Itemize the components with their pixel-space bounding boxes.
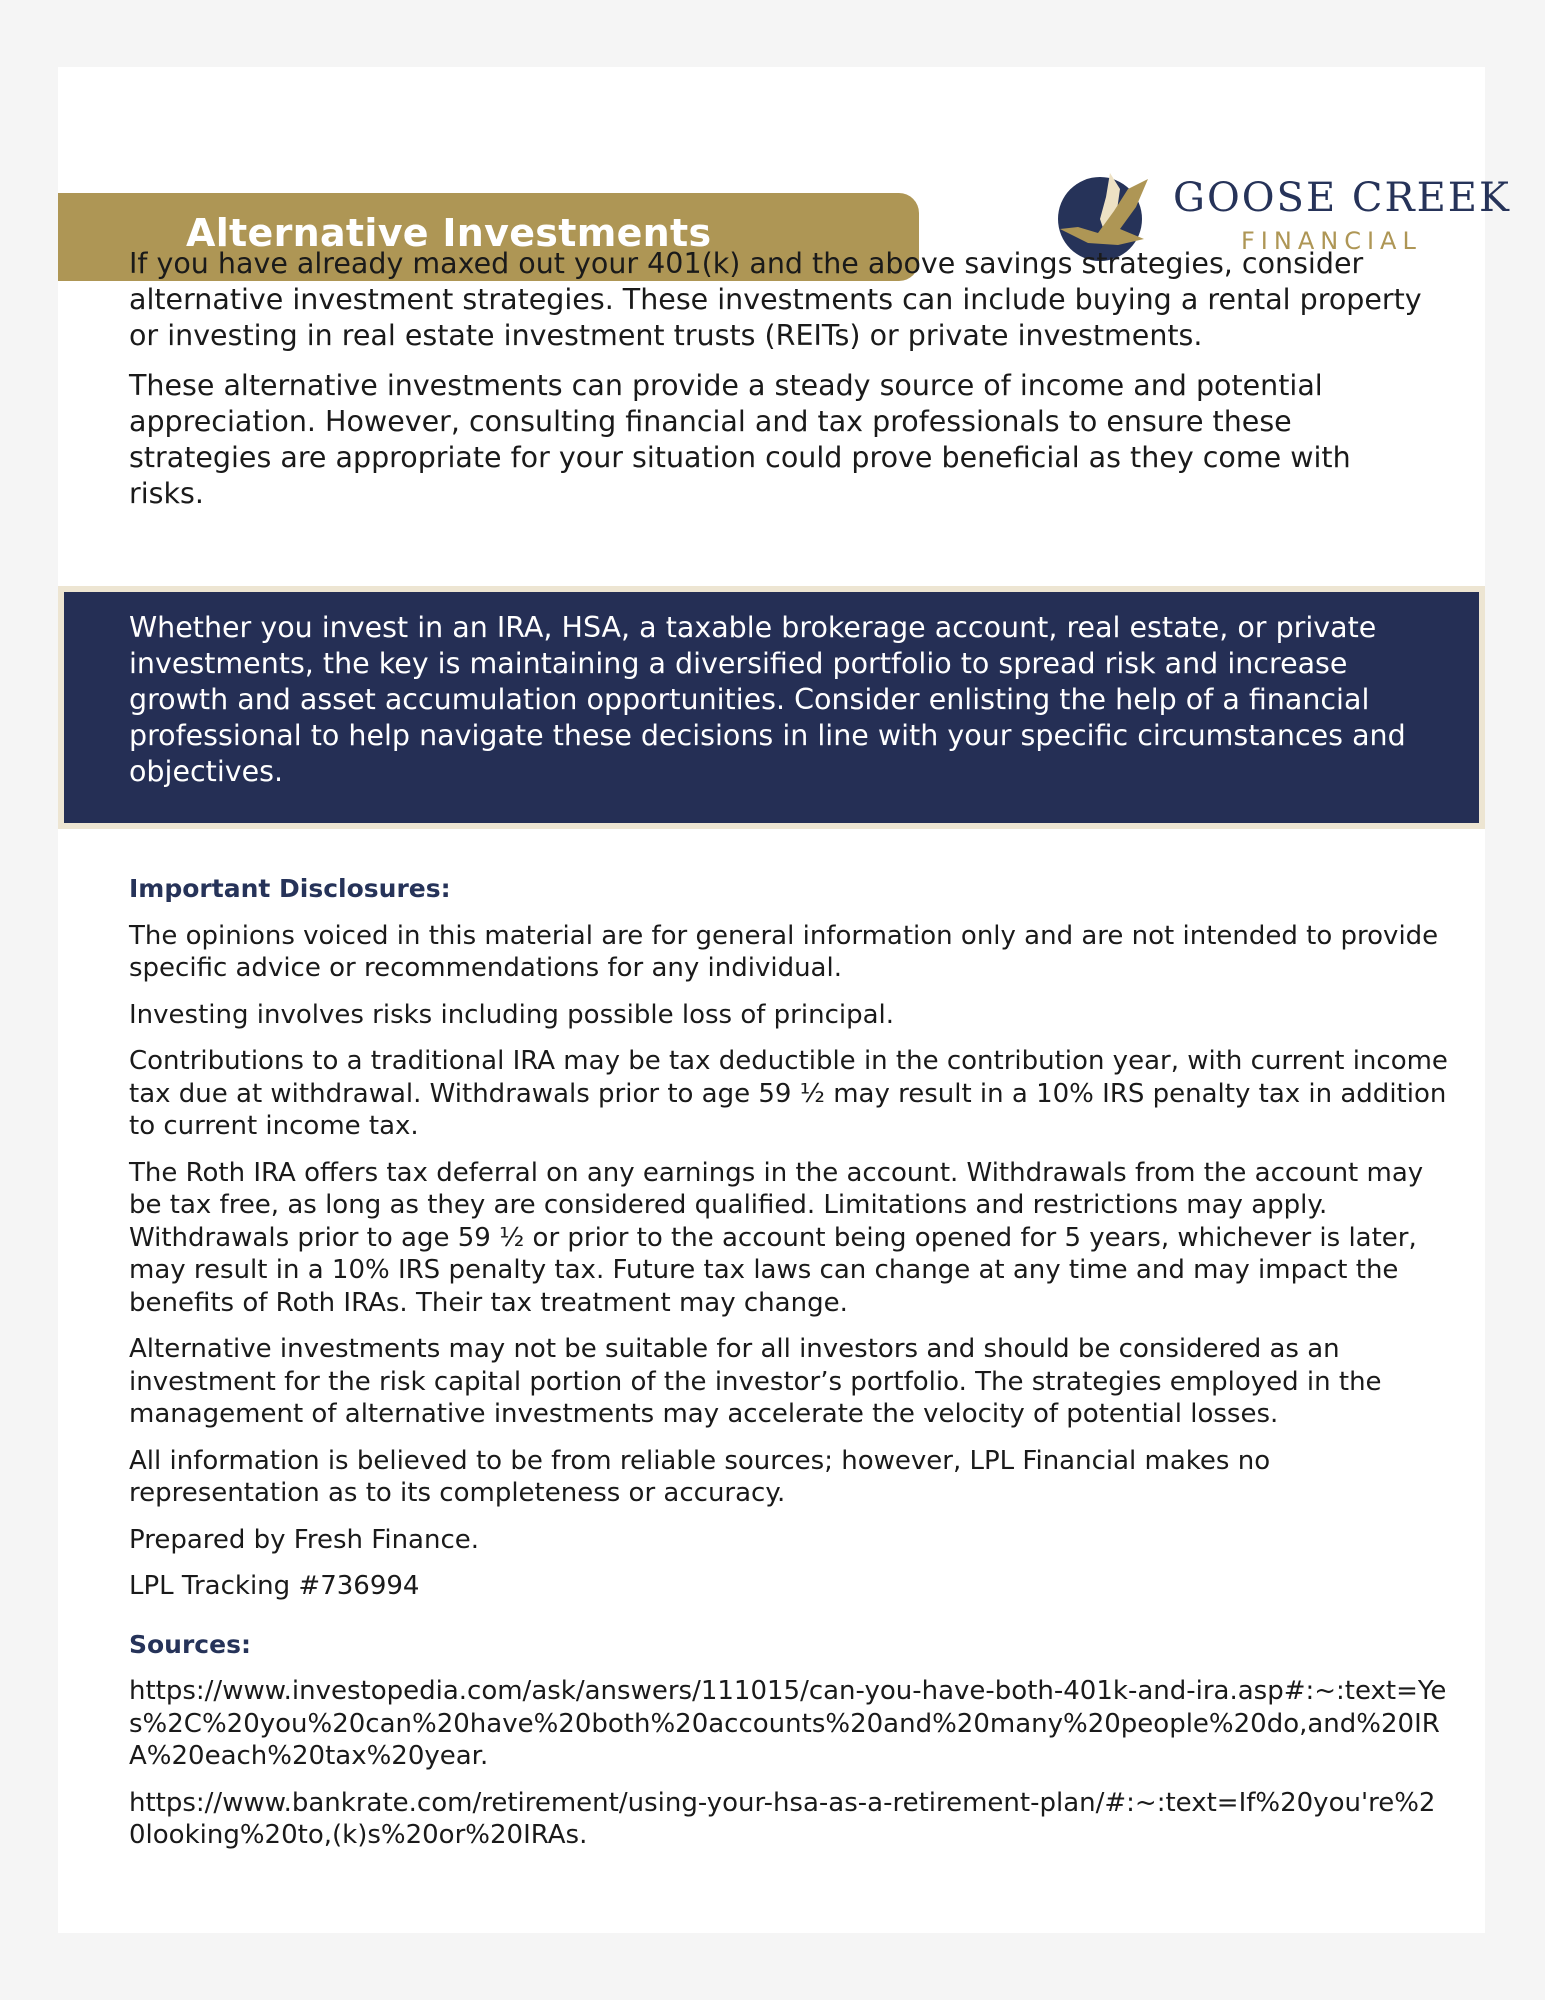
disclosures-heading: Important Disclosures: [129, 874, 451, 903]
logo-wordmark: GOOSE CREEK [1173, 175, 1511, 221]
logo-subtitle: FINANCIAL [1241, 227, 1422, 255]
source-link[interactable]: https://www.investopedia.com/ask/answers/111015/can-you-have-both-401k-and-ira.asp#:~:text=Yes%2C%20you%20can%20have%20both%20accounts%20and%20many%20people%20do,and%20IRA%20each%20tax%20year. [129, 1676, 1447, 1771]
source-link[interactable]: https://www.bankrate.com/retirement/using-your-hsa-as-a-retirement-plan/#:~:text=If%20you're%20looking%20to,(k)s%20or%20IRAs. [129, 1787, 1436, 1850]
sources-heading: Sources: [129, 1629, 251, 1659]
disclosure-paragraph: Investing involves risks including possible loss of principal. [129, 999, 895, 1030]
disclosure-paragraph: The opinions voiced in this material are for general information only and are not intended to provide specific advice or recommendations for any individual. [129, 920, 1439, 983]
intro-section [129, 246, 1429, 526]
disclosure-paragraph: Contributions to a traditional IRA may be tax deductible in the contribution year, with current income tax due at withdrawal. Withdrawals prior to age 59 ½ may result in a 10% IRS penalty tax in addition to current income tax. [129, 1046, 1448, 1141]
tracking-number: LPL Tracking #736994 [129, 1571, 420, 1601]
intro-paragraph: These alternative investments can provide a steady source of income and potential appreciation. However, consulting financial and tax professionals to ensure these strategies are appropriate for your situation could prove beneficial as they come with risks. [129, 369, 1351, 510]
disclosure-paragraph: Alternative investments may not be suitable for all investors and should be considered as an investment for the risk capital portion of the investor’s portfolio. The strategies employed in the management of alternative investments may accelerate the velocity of potential losses. [129, 1334, 1382, 1429]
prepared-by: Prepared by Fresh Finance. [129, 1524, 480, 1555]
callout-box [58, 586, 1485, 829]
intro-paragraph: If you have already maxed out your 401(k) and the above savings strategies, consider alternative investment strategies. These investments can include buying a rental property or investing in real estate investment trusts (REITs) or private investments. [129, 247, 1422, 352]
disclosure-paragraph: The Roth IRA offers tax deferral on any earnings in the account. Withdrawals from the account may be tax free, as long as they are considered qualified. Limitations and restrictions may apply. Withdrawals prior to age 59 ½ or prior to the account being opened for 5 years, whichever is later, may result in a 10% IRS penalty tax. Future tax laws can change at any time and may impact the benefits of Roth IRAs. Their tax treatment may change. [129, 1157, 1424, 1318]
disclosure-paragraph: All information is believed to be from reliable sources; however, LPL Financial makes no representation as to its completeness or accuracy. [129, 1445, 1271, 1508]
callout-text: Whether you invest in an IRA, HSA, a taxable brokerage account, real estate, or private investments, the key is maintaining a diversified portfolio to spread risk and increase growth and asset accumulation opportunities. Consider enlisting the help of a financial professional to help navigate these decisions in line with your specific circumstances and objectives. [129, 611, 1406, 788]
disclosures-section [129, 873, 1449, 1866]
section-title: Alternative Investments [186, 211, 712, 255]
